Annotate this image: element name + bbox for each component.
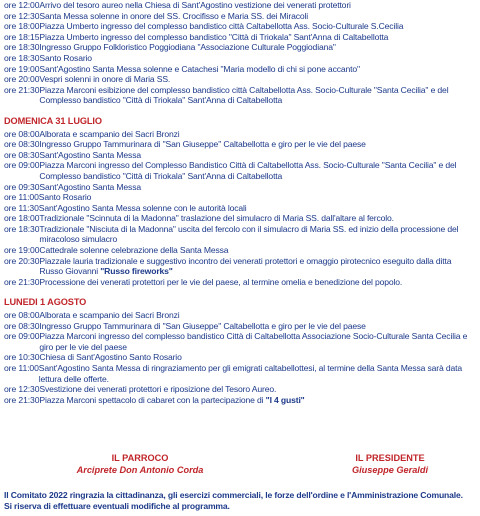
- schedule-description-text: Tradizionale "Scinnuta di la Madonna" traslazione del simulacro di Maria SS. dall'altare al fercolo.: [39, 213, 394, 224]
- schedule-time: ore 12:30: [4, 384, 40, 395]
- schedule-description: [39, 150, 476, 161]
- schedule-description-text: Sant'Agostino Santa Messa: [39, 181, 141, 192]
- schedule-item: [4, 32, 476, 43]
- schedule-item: [4, 213, 476, 224]
- schedule-description: [39, 64, 476, 75]
- schedule-description: [39, 160, 476, 181]
- schedule-time: ore 11:30: [4, 202, 39, 213]
- schedule-item: [4, 192, 476, 203]
- signature-role: IL PARROCO: [111, 453, 169, 463]
- schedule-description: [39, 321, 476, 332]
- schedule-time: ore 18:30: [4, 52, 40, 63]
- schedule-description: [39, 213, 476, 224]
- schedule-item: [4, 256, 476, 277]
- schedule-description-text: Tradizionale "Nisciuta di la Madonna" uscita del fercolo con il simulacro di Maria SS. ed inizio della processione del miracoloso simulacro: [39, 223, 459, 245]
- schedule-description-text: Sant'Agostino Santa Messa: [39, 149, 141, 160]
- schedule-time: ore 20:30: [4, 255, 40, 266]
- schedule-time: ore 09:30: [4, 181, 40, 192]
- schedule-description: [39, 310, 476, 321]
- schedule-description: [39, 331, 476, 352]
- schedule-description-text: Piazzale lauria tradizionale e suggestivo incontro dei venerati protettori e omaggio pirotecnico eseguito dalla ditta Russo Giovanni: [39, 255, 452, 277]
- schedule-description-text: Cattedrale solenne celebrazione della Santa Messa: [39, 245, 229, 256]
- schedule-time: ore 08:30: [4, 139, 40, 150]
- schedule-time: ore 18:00: [4, 213, 40, 224]
- schedule-description: [39, 32, 476, 43]
- schedule-time: ore 09:00: [4, 160, 40, 171]
- schedule-description-text: Santa Messa solenne in onore del SS. Crocifisso e Maria SS. dei Miracoli: [39, 10, 309, 21]
- schedule-item: [4, 277, 476, 288]
- schedule-time: ore 18:30: [4, 223, 40, 234]
- schedule-description: [39, 85, 476, 106]
- schedule-description: [39, 395, 476, 406]
- schedule-item: [4, 321, 476, 332]
- schedule-description: [39, 245, 476, 256]
- schedule-item: [4, 150, 476, 161]
- monday-schedule: [4, 310, 476, 405]
- schedule-description: [39, 384, 476, 395]
- schedule-highlight: "Russo fireworks": [100, 266, 173, 277]
- schedule-description: [39, 203, 476, 214]
- schedule-item: [4, 0, 476, 11]
- schedule-description-text: Ingresso Gruppo Tammurinara di "San Giuseppe" Caltabellotta e giro per le vie del paese: [39, 139, 366, 150]
- schedule-description-text: Processione dei venerati protettori per le vie del paese, al termine omelia e benedizione del popolo.: [39, 276, 403, 287]
- schedule-description-text: Arrivo del tesoro aureo nella Chiesa di Sant'Agostino vestizione dei venerati protettori: [39, 0, 351, 10]
- schedule-description-text: Sant'Agostino Santa Messa di ringraziamento per gli emigrati caltabellottesi, al termine della Santa Messa sarà data lettura delle offerte.: [38, 363, 463, 384]
- schedule-item: [4, 384, 476, 395]
- schedule-description-text: Piazza Umberto ingresso del complesso bandistico città Caltabellotta Ass. Socio-Culturale S.Cecilia: [39, 21, 404, 32]
- schedule-description: [39, 182, 476, 193]
- schedule-description-text: Svestizione dei venerati protettori e riposizione del Tesoro Aureo.: [39, 384, 277, 395]
- schedule-item: [4, 395, 476, 406]
- schedule-item: [4, 203, 476, 214]
- day-heading-sunday: DOMENICA 31 LUGLIO: [4, 115, 102, 126]
- schedule-item: [4, 129, 476, 140]
- schedule-time: ore 21:30: [4, 394, 40, 405]
- schedule-time: ore 12:00: [4, 0, 40, 10]
- schedule-description: [39, 42, 476, 53]
- schedule-time: ore 18:30: [4, 42, 40, 53]
- schedule-description-text: Santo Rosario: [38, 192, 92, 203]
- footer-line: Si riserva di effettuare eventuali modifiche al programma.: [4, 501, 230, 511]
- schedule-item: [4, 160, 476, 181]
- schedule-description-text: Piazza Marconi spettacolo di cabaret con la partecipazione di: [39, 394, 266, 405]
- sunday-schedule: [4, 129, 476, 288]
- schedule-description: [39, 256, 476, 277]
- schedule-item: [4, 352, 476, 363]
- signature-parroco: [40, 452, 240, 476]
- schedule-description-text: Alborata e scampanio dei Sacri Bronzi: [39, 128, 180, 139]
- schedule-highlight: "I 4 gusti": [265, 394, 305, 405]
- schedule-item: [4, 74, 476, 85]
- schedule-item: [4, 11, 476, 22]
- schedule-time: ore 08:30: [4, 320, 40, 331]
- schedule-time: ore 20:00: [4, 74, 40, 85]
- schedule-description-text: Santo Rosario: [39, 52, 92, 63]
- schedule-time: ore 08:00: [4, 310, 40, 321]
- schedule-description: [39, 21, 476, 32]
- schedule-time: ore 18:00: [4, 21, 40, 32]
- schedule-description-text: Alborata e scampanio dei Sacri Bronzi: [39, 310, 180, 321]
- schedule-description-text: Ingresso Gruppo Folkloristico Poggiodiana "Associazione Culturale Poggiodiana": [39, 42, 336, 53]
- schedule-item: [4, 21, 476, 32]
- schedule-item: [4, 310, 476, 321]
- schedule-description: [39, 192, 476, 203]
- schedule-time: ore 21:30: [4, 84, 40, 95]
- schedule-description: [39, 224, 476, 245]
- schedule-description-text: Chiesa di Sant'Agostino Santo Rosario: [39, 352, 182, 363]
- schedule-description: [39, 363, 476, 384]
- schedule-description: [39, 139, 476, 150]
- signature-name: Giuseppe Geraldi: [351, 465, 429, 475]
- schedule-item: [4, 53, 476, 64]
- schedule-time: ore 12:30: [4, 10, 40, 21]
- schedule-description: [39, 129, 476, 140]
- schedule-time: ore 08:30: [4, 149, 40, 160]
- signature-role: IL PRESIDENTE: [355, 453, 425, 463]
- schedule-time: ore 10:30: [4, 352, 40, 363]
- schedule-description-text: Piazza Umberto ingresso del complesso bandistico "Città di Triokala" Sant'Anna di Caltabellotta: [39, 31, 389, 42]
- schedule-item: [4, 64, 476, 75]
- schedule-description-text: Vespri solenni in onore di Maria SS.: [39, 74, 171, 85]
- signature-name: Arciprete Don Antonio Corda: [76, 465, 204, 475]
- schedule-time: ore 11:00: [4, 192, 39, 203]
- schedule-item: [4, 42, 476, 53]
- schedule-item: [4, 245, 476, 256]
- schedule-item: [4, 182, 476, 193]
- saturday-schedule: [4, 0, 476, 106]
- day-heading-monday: LUNEDI 1 AGOSTO: [4, 297, 87, 308]
- schedule-description-text: Ingresso Gruppo Tammurinara di "San Giuseppe" Caltabellotta e giro per le vie del paese: [39, 320, 366, 331]
- schedule-time: ore 19:00: [4, 63, 40, 74]
- schedule-description: [39, 11, 476, 22]
- schedule-item: [4, 224, 476, 245]
- schedule-description: [39, 53, 476, 64]
- schedule-description-text: Sant'Agostino Santa Messa solenne con le autorità locali: [38, 202, 247, 213]
- footer-note: [4, 490, 476, 512]
- schedule-item: [4, 85, 476, 106]
- schedule-description: [39, 277, 476, 288]
- schedule-time: ore 21:30: [4, 276, 40, 287]
- schedule-item: [4, 139, 476, 150]
- schedule-description-text: Piazza Marconi ingresso del Complesso Bandistico Città di Caltabellotta Ass. Socio-Culturale "Santa Cecilia" e del Complesso bandistico "Città di Triokala" Sant'Anna di Caltabellotta: [39, 160, 457, 181]
- program-document: [4, 0, 476, 405]
- footer-line: Il Comitato 2022 ringrazia la cittadinanza, gli esercizi commerciali, le forze dell'ordine e l'Amministrazione Comunale.: [4, 490, 463, 500]
- schedule-description: [39, 352, 476, 363]
- schedule-time: ore 08:00: [4, 128, 40, 139]
- schedule-time: ore 11:00: [4, 363, 39, 373]
- schedule-description-text: Piazza Marconi esibizione del complesso bandistico città Caltabellotta Ass. Socio-Culturale "Santa Cecilia" e del Complesso bandistico "Città di Triokala" Sant'Anna di Caltabellotta: [39, 84, 449, 106]
- schedule-time: ore 19:00: [4, 245, 40, 256]
- schedule-time: ore 09:00: [4, 331, 40, 342]
- signature-presidente: [320, 452, 460, 476]
- schedule-item: [4, 331, 476, 352]
- schedule-description: [39, 74, 476, 85]
- schedule-description-text: Sant'Agostino Santa Messa solenne e Catachesi "Maria modello di chi si pone accanto": [39, 63, 360, 74]
- schedule-description-text: Piazza Marconi ingresso del complesso bandistico Città di Caltabellotta Associazione Socio-Culturale Santa Cecilia e giro per le vie del paese: [39, 331, 468, 352]
- schedule-time: ore 18:15: [4, 31, 40, 42]
- schedule-item: [4, 363, 476, 384]
- schedule-description: [39, 0, 476, 11]
